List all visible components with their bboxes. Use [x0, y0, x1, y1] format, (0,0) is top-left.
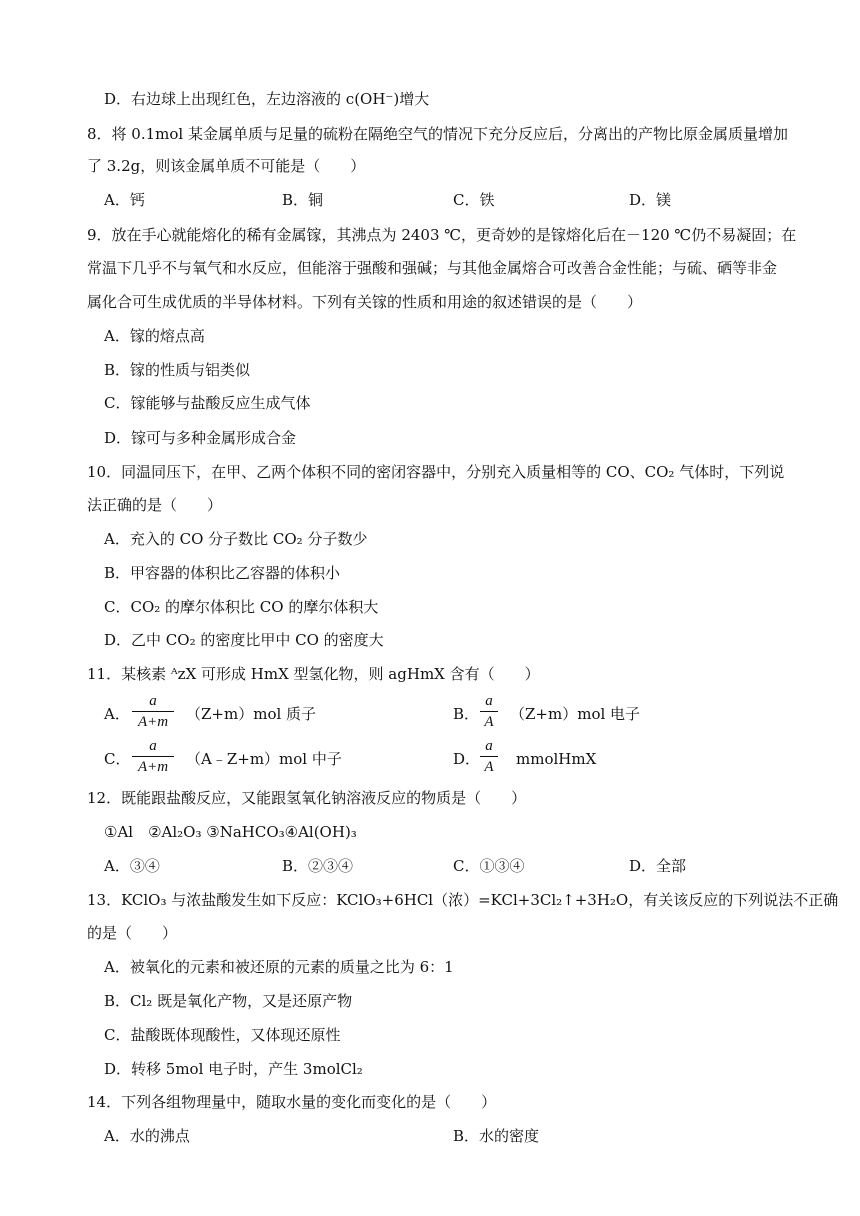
q14-option-a: A．水的沸点: [104, 1127, 190, 1145]
q11-option-c-text: （A﹣Z+m）mol 中子: [186, 750, 342, 768]
q10-option-c: C．CO₂ 的摩尔体积比 CO 的摩尔体积大: [104, 598, 379, 616]
q13-option-d: D．转移 5mol 电子时，产生 3molCl₂: [104, 1060, 363, 1078]
fraction-numerator: a: [485, 693, 493, 709]
q8-option-d: D．镁: [629, 191, 672, 209]
q9-option-a: A．镓的熔点高: [104, 327, 205, 345]
q12-option-d: D．全部: [629, 857, 687, 875]
q13-stem-line2: 的是（ ）: [87, 924, 178, 942]
q14-option-b: B．水的密度: [453, 1127, 540, 1145]
q11-option-b-label: B．: [453, 705, 480, 723]
q8-option-c: C．铁: [453, 191, 495, 209]
q10-option-b: B．甲容器的体积比乙容器的体积小: [104, 564, 341, 582]
fraction-bar: [480, 756, 498, 757]
q9-stem-line1: 9．放在手心就能熔化的稀有金属镓，其沸点为 2403 ℃，更奇妙的是镓熔化后在－120 ℃仍不易凝固；在: [87, 226, 797, 244]
q11-stem: 11．某核素 ᴬzX 可形成 HmX 型氢化物，则 agHmX 含有（ ）: [87, 665, 540, 683]
q7-option-d: D．右边球上出现红色，左边溶液的 c(OH⁻)增大: [104, 90, 430, 108]
q8-option-b: B．铜: [282, 191, 324, 209]
q9-stem-line2: 常温下几乎不与氧气和水反应，但能溶于强酸和强碱；与其他金属熔合可改善合金性能；与硫、硒等非金: [87, 259, 778, 277]
q12-stem: 12．既能跟盐酸反应，又能跟氢氧化钠溶液反应的物质是（ ）: [87, 789, 527, 807]
fraction-numerator: a: [149, 693, 157, 709]
q10-option-d: D．乙中 CO₂ 的密度比甲中 CO 的密度大: [104, 631, 384, 649]
q11-option-a-text: （Z+m）mol 质子: [186, 705, 317, 723]
q9-option-c: C．镓能够与盐酸反应生成气体: [104, 394, 311, 412]
q10-stem-line1: 10．同温同压下，在甲、乙两个体积不同的密闭容器中，分别充入质量相等的 CO、CO₂ 气体时，下列说: [87, 463, 785, 481]
q12-option-c: C．①③④: [453, 857, 525, 875]
fraction-bar: [480, 711, 498, 712]
q13-option-c: C．盐酸既体现酸性，又体现还原性: [104, 1026, 341, 1044]
q11-option-b-text: （Z+m）mol 电子: [510, 705, 641, 723]
q11-option-d-text: mmolHmX: [516, 750, 597, 768]
q14-stem: 14．下列各组物理量中，随取水量的变化而变化的是（ ）: [87, 1093, 497, 1111]
fraction-numerator: a: [485, 738, 493, 754]
q8-stem-line2: 了 3.2g，则该金属单质不可能是（ ）: [87, 157, 366, 175]
q9-stem-line3: 属化合可生成优质的半导体材料。下列有关镓的性质和用途的叙述错误的是（ ）: [87, 293, 643, 311]
q13-option-a: A．被氧化的元素和被还原的元素的质量之比为 6：1: [104, 958, 454, 976]
q13-option-b: B．Cl₂ 既是氧化产物，又是还原产物: [104, 992, 353, 1010]
q12-option-b: B．②③④: [282, 857, 354, 875]
fraction-denominator: A+m: [137, 759, 169, 775]
q9-option-b: B．镓的性质与铝类似: [104, 361, 251, 379]
fraction-denominator: A: [484, 759, 494, 775]
fraction-bar: [132, 711, 174, 712]
q11-option-a-fraction: [132, 692, 174, 731]
q8-option-a: A．钙: [104, 191, 145, 209]
q10-stem-line2: 法正确的是（ ）: [87, 496, 223, 514]
q13-stem-line1: 13．KClO₃ 与浓盐酸发生如下反应：KClO₃+6HCl（浓）=KCl+3Cl₂↑+3H₂O，有关该反应的下列说法不正确: [87, 891, 839, 909]
q8-stem-line1: 8．将 0.1mol 某金属单质与足量的硫粉在隔绝空气的情况下充分反应后，分离出的产物比原金属质量增加: [87, 125, 788, 143]
fraction-numerator: a: [149, 738, 157, 754]
q11-option-a-label: A．: [104, 705, 130, 723]
fraction-denominator: A: [484, 714, 494, 730]
q11-option-c-fraction: [132, 737, 174, 776]
q12-items: ①Al ②Al₂O₃ ③NaHCO₃④Al(OH)₃: [104, 823, 357, 841]
q11-option-d-fraction: [480, 737, 498, 776]
fraction-denominator: A+m: [137, 714, 169, 730]
q9-option-d: D．镓可与多种金属形成合金: [104, 429, 297, 447]
fraction-bar: [132, 756, 174, 757]
q12-option-a: A．③④: [104, 857, 160, 875]
q11-option-d-label: D．: [453, 750, 481, 768]
q11-option-b-fraction: [480, 692, 498, 731]
q10-option-a: A．充入的 CO 分子数比 CO₂ 分子数少: [104, 530, 368, 548]
q11-option-c-label: C．: [104, 750, 131, 768]
